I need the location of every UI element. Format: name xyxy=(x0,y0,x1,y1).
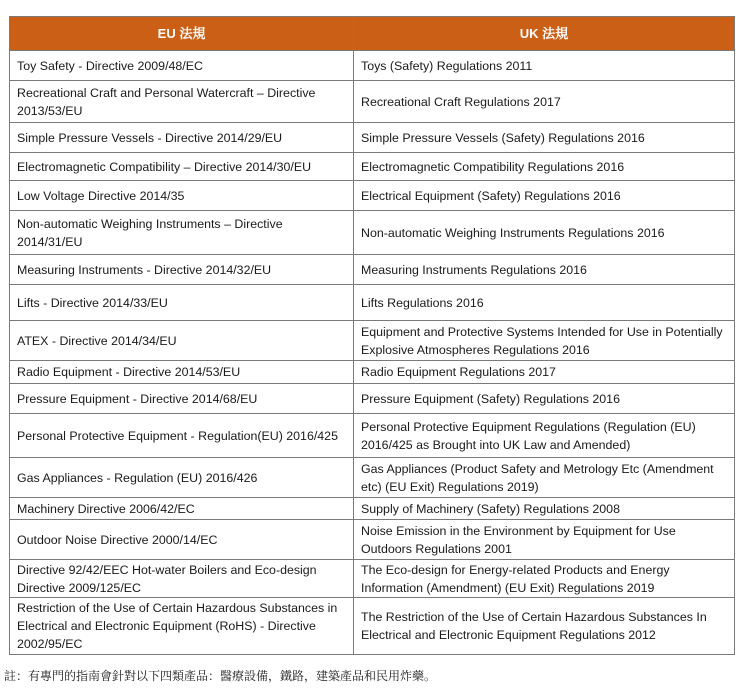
table-row xyxy=(10,81,735,123)
table-header-row xyxy=(10,17,735,51)
eu-regulation-cell: Directive 92/42/EEC Hot-water Boilers and Eco-design Directive 2009/125/EC xyxy=(10,560,354,598)
eu-regulation-cell: ATEX - Directive 2014/34/EU xyxy=(10,321,354,361)
uk-regulation-cell: Personal Protective Equipment Regulations (Regulation (EU) 2016/425 as Brought into UK Law and Amended) xyxy=(354,414,735,458)
eu-regulation-cell: Personal Protective Equipment - Regulation(EU) 2016/425 xyxy=(10,414,354,458)
table-row xyxy=(10,498,735,520)
uk-regulation-cell: Electrical Equipment (Safety) Regulations 2016 xyxy=(354,181,735,211)
uk-regulation-cell: Noise Emission in the Environment by Equipment for Use Outdoors Regulations 2001 xyxy=(354,520,735,560)
uk-regulation-cell: The Eco-design for Energy-related Products and Energy Information (Amendment) (EU Exit) Regulations 2019 xyxy=(354,560,735,598)
table-row xyxy=(10,285,735,321)
uk-regulation-cell: Toys (Safety) Regulations 2011 xyxy=(354,51,735,81)
eu-regulation-cell: Pressure Equipment - Directive 2014/68/EU xyxy=(10,384,354,414)
eu-regulation-cell: Non-automatic Weighing Instruments – Directive 2014/31/EU xyxy=(10,211,354,255)
table-row xyxy=(10,123,735,153)
eu-regulation-cell: Toy Safety - Directive 2009/48/EC xyxy=(10,51,354,81)
eu-regulation-cell: Lifts - Directive 2014/33/EU xyxy=(10,285,354,321)
table-row xyxy=(10,361,735,384)
footnote: 註：有專門的指南會針對以下四類產品：醫療設備，鐵路，建築產品和民用炸藥。 xyxy=(4,669,437,683)
table-row xyxy=(10,255,735,285)
uk-regulation-cell: Measuring Instruments Regulations 2016 xyxy=(354,255,735,285)
uk-regulation-cell: The Restriction of the Use of Certain Hazardous Substances In Electrical and Electronic Equipment Regulations 2012 xyxy=(354,598,735,655)
uk-regulation-cell: Radio Equipment Regulations 2017 xyxy=(354,361,735,384)
uk-regulation-cell: Pressure Equipment (Safety) Regulations 2016 xyxy=(354,384,735,414)
uk-regulation-cell: Gas Appliances (Product Safety and Metrology Etc (Amendment etc) (EU Exit) Regulations 2019) xyxy=(354,458,735,498)
eu-regulation-cell: Radio Equipment - Directive 2014/53/EU xyxy=(10,361,354,384)
eu-regulation-cell: Recreational Craft and Personal Watercraft – Directive 2013/53/EU xyxy=(10,81,354,123)
eu-regulation-cell: Low Voltage Directive 2014/35 xyxy=(10,181,354,211)
table-row xyxy=(10,211,735,255)
header-uk: UK 法規 xyxy=(354,17,735,51)
uk-regulation-cell: Electromagnetic Compatibility Regulations 2016 xyxy=(354,153,735,181)
eu-regulation-cell: Restriction of the Use of Certain Hazardous Substances in Electrical and Electronic Equipment (RoHS) - Directive 2002/95/EC xyxy=(10,598,354,655)
uk-regulation-cell: Lifts Regulations 2016 xyxy=(354,285,735,321)
table-row xyxy=(10,384,735,414)
table-row xyxy=(10,51,735,81)
eu-regulation-cell: Electromagnetic Compatibility – Directive 2014/30/EU xyxy=(10,153,354,181)
regulation-comparison-table xyxy=(9,16,735,655)
eu-regulation-cell: Simple Pressure Vessels - Directive 2014/29/EU xyxy=(10,123,354,153)
regulation-table-container xyxy=(9,16,734,655)
table-row xyxy=(10,560,735,598)
table-row xyxy=(10,321,735,361)
table-row xyxy=(10,153,735,181)
eu-regulation-cell: Outdoor Noise Directive 2000/14/EC xyxy=(10,520,354,560)
uk-regulation-cell: Supply of Machinery (Safety) Regulations 2008 xyxy=(354,498,735,520)
uk-regulation-cell: Equipment and Protective Systems Intended for Use in Potentially Explosive Atmospheres Regulations 2016 xyxy=(354,321,735,361)
uk-regulation-cell: Simple Pressure Vessels (Safety) Regulations 2016 xyxy=(354,123,735,153)
uk-regulation-cell: Non-automatic Weighing Instruments Regulations 2016 xyxy=(354,211,735,255)
table-row xyxy=(10,520,735,560)
eu-regulation-cell: Machinery Directive 2006/42/EC xyxy=(10,498,354,520)
table-row xyxy=(10,458,735,498)
uk-regulation-cell: Recreational Craft Regulations 2017 xyxy=(354,81,735,123)
header-eu: EU 法規 xyxy=(10,17,354,51)
eu-regulation-cell: Gas Appliances - Regulation (EU) 2016/426 xyxy=(10,458,354,498)
table-row xyxy=(10,414,735,458)
eu-regulation-cell: Measuring Instruments - Directive 2014/32/EU xyxy=(10,255,354,285)
table-row xyxy=(10,598,735,655)
table-row xyxy=(10,181,735,211)
